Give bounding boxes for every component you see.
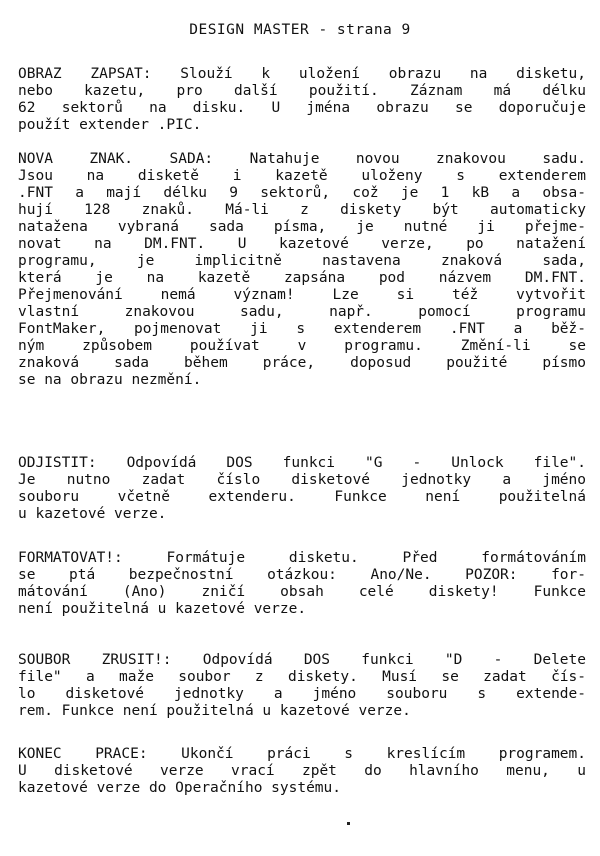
text-line: FORMATOVAT!: Formátuje disketu. Před formátováním	[18, 550, 586, 566]
page-title: DESIGN MASTER - strana 9	[189, 22, 411, 38]
paragraph-nova-znak-sada	[18, 151, 586, 389]
stray-dot-mark	[347, 822, 350, 825]
paragraph-konec-prace	[18, 746, 586, 797]
paragraph-odjistit	[18, 455, 586, 523]
text-line: u kazetové verze.	[18, 506, 167, 522]
text-line: natažena vybraná sada písma, je nutné ji přejme-	[18, 219, 586, 235]
text-line: Jsou na disketě i kazetě uloženy s extenderem	[18, 168, 586, 184]
text-line: NOVA ZNAK. SADA: Natahuje novou znakovou sadu.	[18, 151, 586, 167]
text-line: hují 128 znaků. Má-li z diskety být automaticky	[18, 202, 586, 218]
text-line: U disketové verze vrací zpět do hlavního menu, u	[18, 763, 586, 779]
paragraph-formatovat	[18, 550, 586, 618]
text-line: lo disketové jednotky a jméno souboru s extende-	[18, 686, 586, 702]
text-line: která je na kazetě zapsána pod názvem DM.FNT.	[18, 270, 586, 286]
text-line: novat na DM.FNT. U kazetové verze, po natažení	[18, 236, 586, 252]
text-line: použít extender .PIC.	[18, 117, 202, 133]
text-line: FontMaker, pojmenovat ji s extenderem .FNT a běž-	[18, 321, 586, 337]
text-line: 62 sektorů na disku. U jména obrazu se doporučuje	[18, 100, 586, 116]
text-line: se na obrazu nezmění.	[18, 372, 202, 388]
text-line: mátování (Ano) zničí obsah celé diskety! Funkce	[18, 584, 586, 600]
text-line: file" a maže soubor z diskety. Musí se zadat čís-	[18, 669, 586, 685]
text-line: .FNT a mají délku 9 sektorů, což je 1 kB a obsa-	[18, 185, 586, 201]
text-line: znaková sada během práce, doposud použité písmo	[18, 355, 586, 371]
text-line: nebo kazetu, pro další použití. Záznam má délku	[18, 83, 586, 99]
text-line: ným způsobem používat v programu. Změní-li se	[18, 338, 586, 354]
paragraph-obraz-zapsat	[18, 66, 586, 134]
text-line: KONEC PRACE: Ukončí práci s kreslícím programem.	[18, 746, 586, 762]
text-line: SOUBOR ZRUSIT!: Odpovídá DOS funkci "D - Delete	[18, 652, 586, 668]
text-line: se ptá bezpečnostní otázkou: Ano/Ne. POZOR: for-	[18, 567, 586, 583]
text-line: Přejmenování nemá význam! Lze si též vytvořit	[18, 287, 586, 303]
text-line: souboru včetně extenderu. Funkce není použitelná	[18, 489, 586, 505]
text-line: kazetové verze do Operačního systému.	[18, 780, 342, 796]
text-line: vlastní znakovou sadu, např. pomocí programu	[18, 304, 586, 320]
text-line: programu, je implicitně nastavena znaková sada,	[18, 253, 586, 269]
text-line: není použitelná u kazetové verze.	[18, 601, 307, 617]
text-line: OBRAZ ZAPSAT: Slouží k uložení obrazu na disketu,	[18, 66, 586, 82]
paragraph-soubor-zrusit	[18, 652, 586, 720]
text-line: Je nutno zadat číslo disketové jednotky a jméno	[18, 472, 586, 488]
text-line: ODJISTIT: Odpovídá DOS funkci "G - Unlock file".	[18, 455, 586, 471]
text-line: rem. Funkce není použitelná u kazetové verze.	[18, 703, 411, 719]
